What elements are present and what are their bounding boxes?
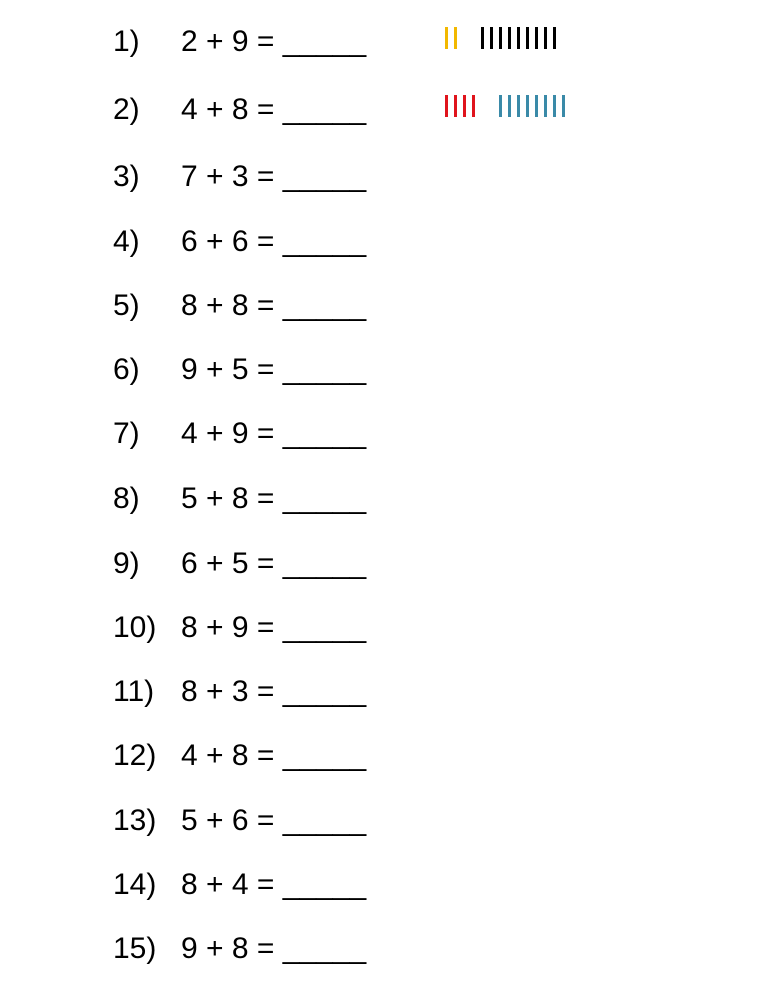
problem-number: 7) [113,417,140,450]
problem-row-14 [113,865,673,905]
problem-row-10 [113,608,673,648]
tally-group [445,95,481,117]
problem-row-2 [113,90,673,130]
tally-stick [463,95,466,117]
problem-expression: 2 + 9 = _____ [181,25,367,58]
problem-expression: 9 + 8 = _____ [181,932,367,965]
problem-expression: 8 + 9 = _____ [181,611,367,644]
problem-row-12 [113,736,673,776]
problem-row-15 [113,929,673,969]
problem-row-3 [113,157,673,197]
tally-group [445,27,463,49]
tally-stick [454,95,457,117]
problem-expression: 4 + 8 = _____ [181,93,367,126]
problem-expression: 9 + 5 = _____ [181,353,367,386]
tally-stick [499,95,502,117]
problem-number: 2) [113,93,140,126]
tally-stick [553,95,556,117]
problem-number: 6) [113,353,140,386]
problem-row-1 [113,22,673,62]
tally-stick [526,27,529,49]
tally-stick [445,95,448,117]
tally-stick [445,27,448,49]
tally-marks-problem-1 [445,27,580,49]
problem-row-11 [113,672,673,712]
problem-expression: 6 + 5 = _____ [181,547,367,580]
problem-number: 5) [113,289,140,322]
tally-group [481,27,562,49]
tally-stick [535,95,538,117]
problem-expression: 7 + 3 = _____ [181,160,367,193]
problem-expression: 4 + 8 = _____ [181,739,367,772]
problem-row-8 [113,479,673,519]
problem-expression: 6 + 6 = _____ [181,225,367,258]
tally-marks-problem-2 [445,95,589,117]
problem-number: 9) [113,547,140,580]
tally-stick [454,27,457,49]
tally-stick [490,27,493,49]
tally-stick [562,95,565,117]
tally-stick [481,27,484,49]
problem-number: 15) [113,932,157,965]
tally-stick [508,27,511,49]
tally-stick [517,27,520,49]
tally-group [499,95,571,117]
problem-number: 11) [113,675,155,708]
problem-expression: 8 + 3 = _____ [181,675,367,708]
tally-stick [472,95,475,117]
problem-number: 3) [113,160,140,193]
tally-stick [553,27,556,49]
problem-expression: 5 + 6 = _____ [181,804,367,837]
problem-number: 8) [113,482,140,515]
tally-stick [508,95,511,117]
problem-number: 10) [113,611,157,644]
tally-stick [544,95,547,117]
tally-stick [526,95,529,117]
problem-expression: 4 + 9 = _____ [181,417,367,450]
problem-row-4 [113,222,673,262]
problem-row-7 [113,414,673,454]
problem-number: 14) [113,868,157,901]
problem-number: 13) [113,804,157,837]
problem-expression: 5 + 8 = _____ [181,482,367,515]
problem-row-6 [113,350,673,390]
problem-expression: 8 + 4 = _____ [181,868,367,901]
problem-row-5 [113,286,673,326]
problem-row-13 [113,801,673,841]
problem-number: 4) [113,225,140,258]
tally-stick [517,95,520,117]
tally-stick [499,27,502,49]
problem-number: 12) [113,739,157,772]
tally-stick [535,27,538,49]
problem-expression: 8 + 8 = _____ [181,289,367,322]
tally-stick [544,27,547,49]
problem-row-9 [113,544,673,584]
problem-number: 1) [113,25,140,58]
